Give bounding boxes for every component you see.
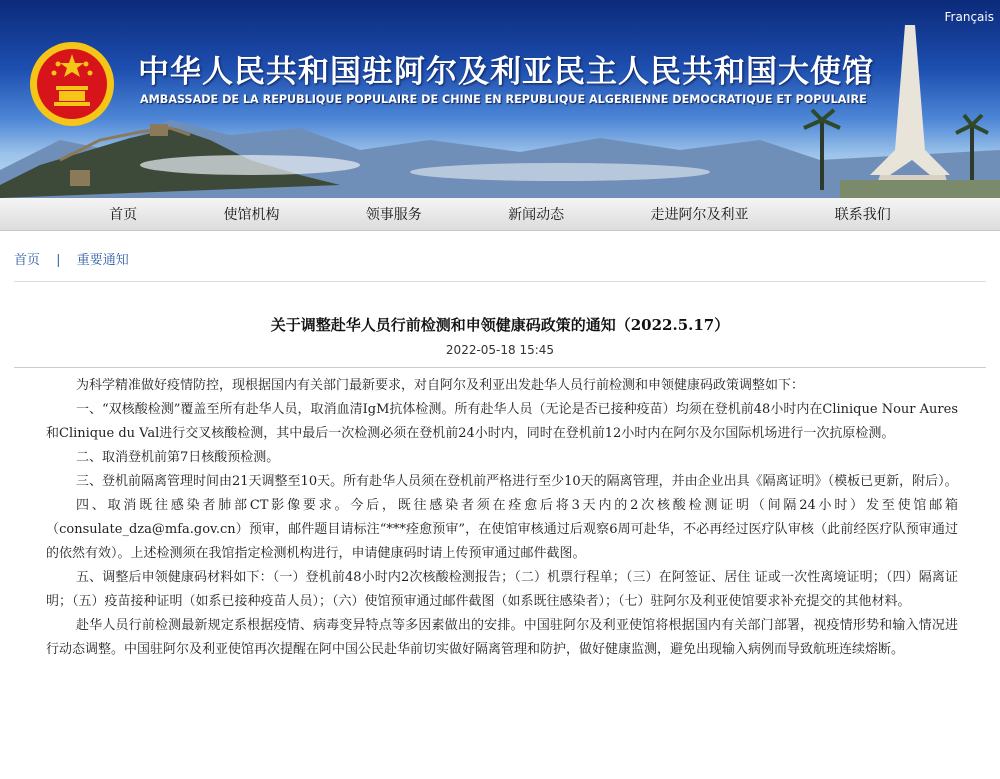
site-title: 中华人民共和国驻阿尔及利亚民主人民共和国大使馆 [138,54,874,90]
nav-item-algeria[interactable]: 走进阿尔及利亚 [650,207,749,223]
article-paragraph: 四、取消既往感染者肺部CT影像要求。今后，既往感染者须在痊愈后将3天内的2次核酸检测证明（间隔24小时）发至使馆邮箱（consulate_dza@mfa.gov.cn）预审，邮件题目请标注“***痊愈预审”，在使馆审核通过后观察6周可赴华，不必再经过医疗队审核（此前经医疗队预审通过的依然有效）。上述检测须在我馆指定检测机构进行，申请健康码时请上传预审通过邮件截图。 [46,498,958,561]
site-subtitle: AMBASSADE DE LA REPUBLIQUE POPULAIRE DE CHINE EN REPUBLIQUE ALGERIENNE DEMOCRATIQUE ET POPULAIRE [140,93,867,106]
nav-item-embassy-organization[interactable]: 使馆机构 [223,207,280,223]
nav-item-news[interactable]: 新闻动态 [508,207,565,223]
article-paragraph: 五、调整后申领健康码材料如下：（一）登机前48小时内2次核酸检测报告；（二）机票行程单；（三）在阿签证、居住 证或一次性离境证明；（四）隔离证明；（五）疫苗接种证明（如系已接种疫苗人员）；（六）使馆预审通过邮件截图（如系既往感染者）；（七）驻阿尔及利亚使馆要求补充提交的其他材料。 [46,570,958,609]
main-nav [0,198,1000,231]
article-paragraph: 为科学精准做好疫情防控，现根据国内有关部门最新要求，对自阿尔及利亚出发赴华人员行前检测和申领健康码政策调整如下： [76,378,805,393]
breadcrumb [0,231,1000,271]
article-title: 关于调整赴华人员行前检测和申领健康码政策的通知（2022.5.17） [270,316,730,334]
national-emblem-icon [28,40,116,132]
language-link-french[interactable]: Français [944,10,994,24]
breadcrumb-home[interactable]: 首页 [14,253,41,268]
article-paragraph: 赴华人员行前检测最新规定系根据疫情、病毒变异特点等多因素做出的安排。中国驻阿尔及利亚使馆将根据国内有关部门部署，视疫情形势和输入情况进行动态调整。中国驻阿尔及利亚使馆再次提醒在阿中国公民赴华前切实做好隔离管理和防护，做好健康监测，避免出现输入病例而导致航班连续熔断。 [46,618,958,657]
article-date: 2022-05-18 15:45 [445,343,555,357]
article-paragraph: 一、“双核酸检测”覆盖至所有赴华人员，取消血清IgM抗体检测。所有赴华人员（无论是否已接种疫苗）均须在登机前48小时内在Clinique Nour Aures和Clinique du Val进行交叉核酸检测，其中最后一次检测必须在登机前24小时内，同时在登机前12小时内在阿尔及尔国际机场进行一次抗原检测。 [46,402,958,441]
header-banner [0,0,1000,198]
breadcrumb-separator: | [56,253,61,268]
article-paragraph: 三、登机前隔离管理时间由21天调整至10天。所有赴华人员须在登机前严格进行至少10天的隔离管理，并由企业出具《隔离证明》（模板已更新，附后）。 [76,474,958,489]
nav-item-home[interactable]: 首页 [109,207,138,223]
article-body [0,374,1000,662]
article-paragraph: 二、取消登机前第7日核酸预检测。 [76,450,280,465]
nav-item-consular-services[interactable]: 领事服务 [365,207,422,223]
breadcrumb-important-notices[interactable]: 重要通知 [76,253,129,268]
nav-item-contact[interactable]: 联系我们 [834,207,891,223]
divider [14,367,986,368]
divider [14,281,986,282]
